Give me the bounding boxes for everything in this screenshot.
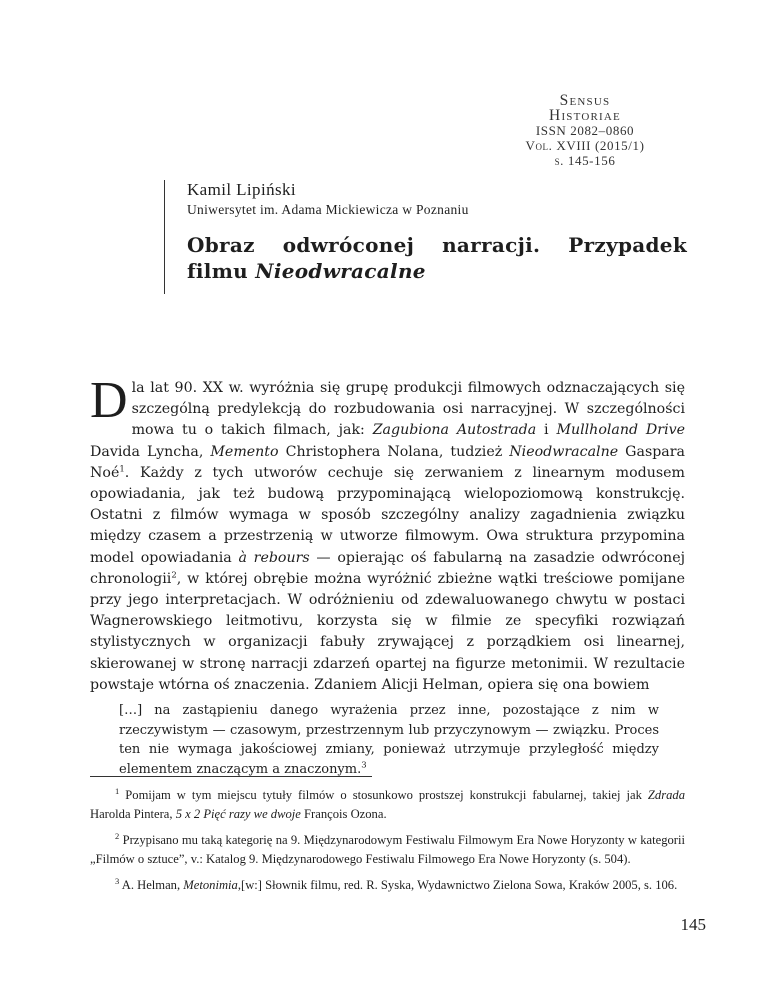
header-vertical-rule (164, 180, 165, 294)
author-name: Kamil Lipiński (187, 180, 297, 199)
body-text-segment: . Każdy z tych utworów cechuje się zerwaniem z linearnym modusem opowiadania, jak też budową przypominającą wielopoziomową konstrukcję. Ostatni z filmów wymaga w sposób szczególny analizy zagadnienia związku między czasem a przestrzenią w utworze filmowym. Owa struktura przypomina model opowiadania (90, 464, 685, 566)
article-title-line1: Obraz odwróconej narracji. Przypadek (187, 233, 687, 257)
journal-pages: s. 145-156 (554, 153, 616, 168)
footnote-text: Przypisano mu taką kategorię na 9. Międzynarodowym Festiwalu Filmowym Era Nowe Horyzonty w kategorii „Filmów o sztuce”, v.: Katalog 9. Międzynarodowego Festiwalu Filmowego Era Nowe Horyzonty (s. 504). (90, 833, 685, 866)
journal-issn: ISSN 2082–0860 (535, 123, 635, 138)
article-title-line2: filmu (187, 259, 256, 283)
film-title: 5 x 2 Pięć razy we dwoje (175, 806, 301, 821)
body-text-segment: Davida Lyncha, (90, 443, 211, 460)
footnote-number: 2 (115, 830, 120, 841)
body-text-segment: Christophera Nolana, tudzież (278, 443, 510, 460)
journal-header (520, 93, 650, 168)
body-text-segment: i (536, 422, 557, 439)
body-text-segment: la lat 90. XX w. wyróżnia się grupę produkcji filmowych odznaczających się szczególną predylekcją do rozbudowania osi narracyjnej. W szczególności mowa tu o takich filmach, jak: (131, 380, 685, 439)
footnote-number: 3 (115, 875, 120, 886)
film-title: Mullholand Drive (556, 422, 686, 439)
journal-title-line2: Historiae (549, 107, 621, 124)
footnote-text: A. Helman, (121, 878, 184, 892)
footnote-divider (90, 776, 372, 777)
body-text-segment: — opierając oś fabularną na zasadzie odwróconej chronologii (90, 549, 685, 587)
footnote-ref-2[interactable]: 2 (171, 570, 177, 581)
drop-cap: D (90, 372, 128, 429)
footnote-text: Pomijam w tym miejscu tytuły filmów o stosunkowo prostszej konstrukcji fabularnej, takiej jak (125, 788, 648, 802)
footnote-ref-1[interactable]: 1 (119, 464, 125, 475)
journal-volume: Vol. XVIII (2015/1) (525, 138, 645, 153)
film-title: Zdrada (647, 788, 685, 802)
footnote-1 (90, 786, 685, 823)
body-paragraph (90, 372, 686, 696)
block-quote (119, 701, 659, 779)
author-affiliation: Uniwersytet im. Adama Mickiewicza w Poznaniu (187, 202, 469, 217)
footnotes (90, 786, 685, 903)
cited-entry: Metonimia (183, 878, 238, 892)
film-title: Memento (210, 443, 279, 460)
quote-text: […] na zastąpieniu danego wyrażenia przez inne, pozostające z nim w rzeczywistym — czasowym, przestrzennym lub przyczynowym — związku. Proces ten nie wymaga jakościowej zmiany, ponieważ utrzymuje przyległość między elementem znaczącym a znaczonym. (119, 703, 659, 777)
foreign-term: à rebours (238, 549, 310, 566)
footnote-text: Harolda Pintera, (90, 806, 176, 821)
footnote-3 (90, 876, 685, 895)
footnote-ref-3[interactable]: 3 (361, 760, 367, 771)
film-title: Zagubiona Autostrada (372, 422, 537, 439)
page-number: 145 (680, 915, 706, 934)
article-title-film: Nieodwracalne (255, 259, 426, 283)
body-text-segment: , w której obrębie można wyróżnić zbieżne wątki treściowe pomijane przy jego interpretacjach. W odróżnieniu od zdewaluowanego chwytu w postaci Wagnerowskiego leitmotivu, korzysta się w filmie ze specyfiki rozwiązań stylistycznych w organizacji fabuły zrywającej z porządkiem osi linearnej, skierowanej w stronę narracji zdarzeń opartej na figurze metonimii. W rezultacie powstaje wtórna oś znaczenia. Zdaniem Alicji Helman, opiera się ona bowiem (90, 570, 685, 693)
footnote-text: ,[w:] Słownik filmu, red. R. Syska, Wydawnictwo Zielona Sowa, Kraków 2005, s. 106. (237, 878, 678, 892)
article-title (187, 232, 687, 284)
journal-title-line1: Sensus (559, 92, 611, 109)
footnote-number: 1 (115, 785, 120, 796)
film-title: Nieodwracalne (509, 443, 619, 460)
footnote-2 (90, 831, 685, 868)
footnote-text: François Ozona. (300, 806, 387, 821)
body-text-segment: Gaspara Noé (90, 443, 686, 481)
